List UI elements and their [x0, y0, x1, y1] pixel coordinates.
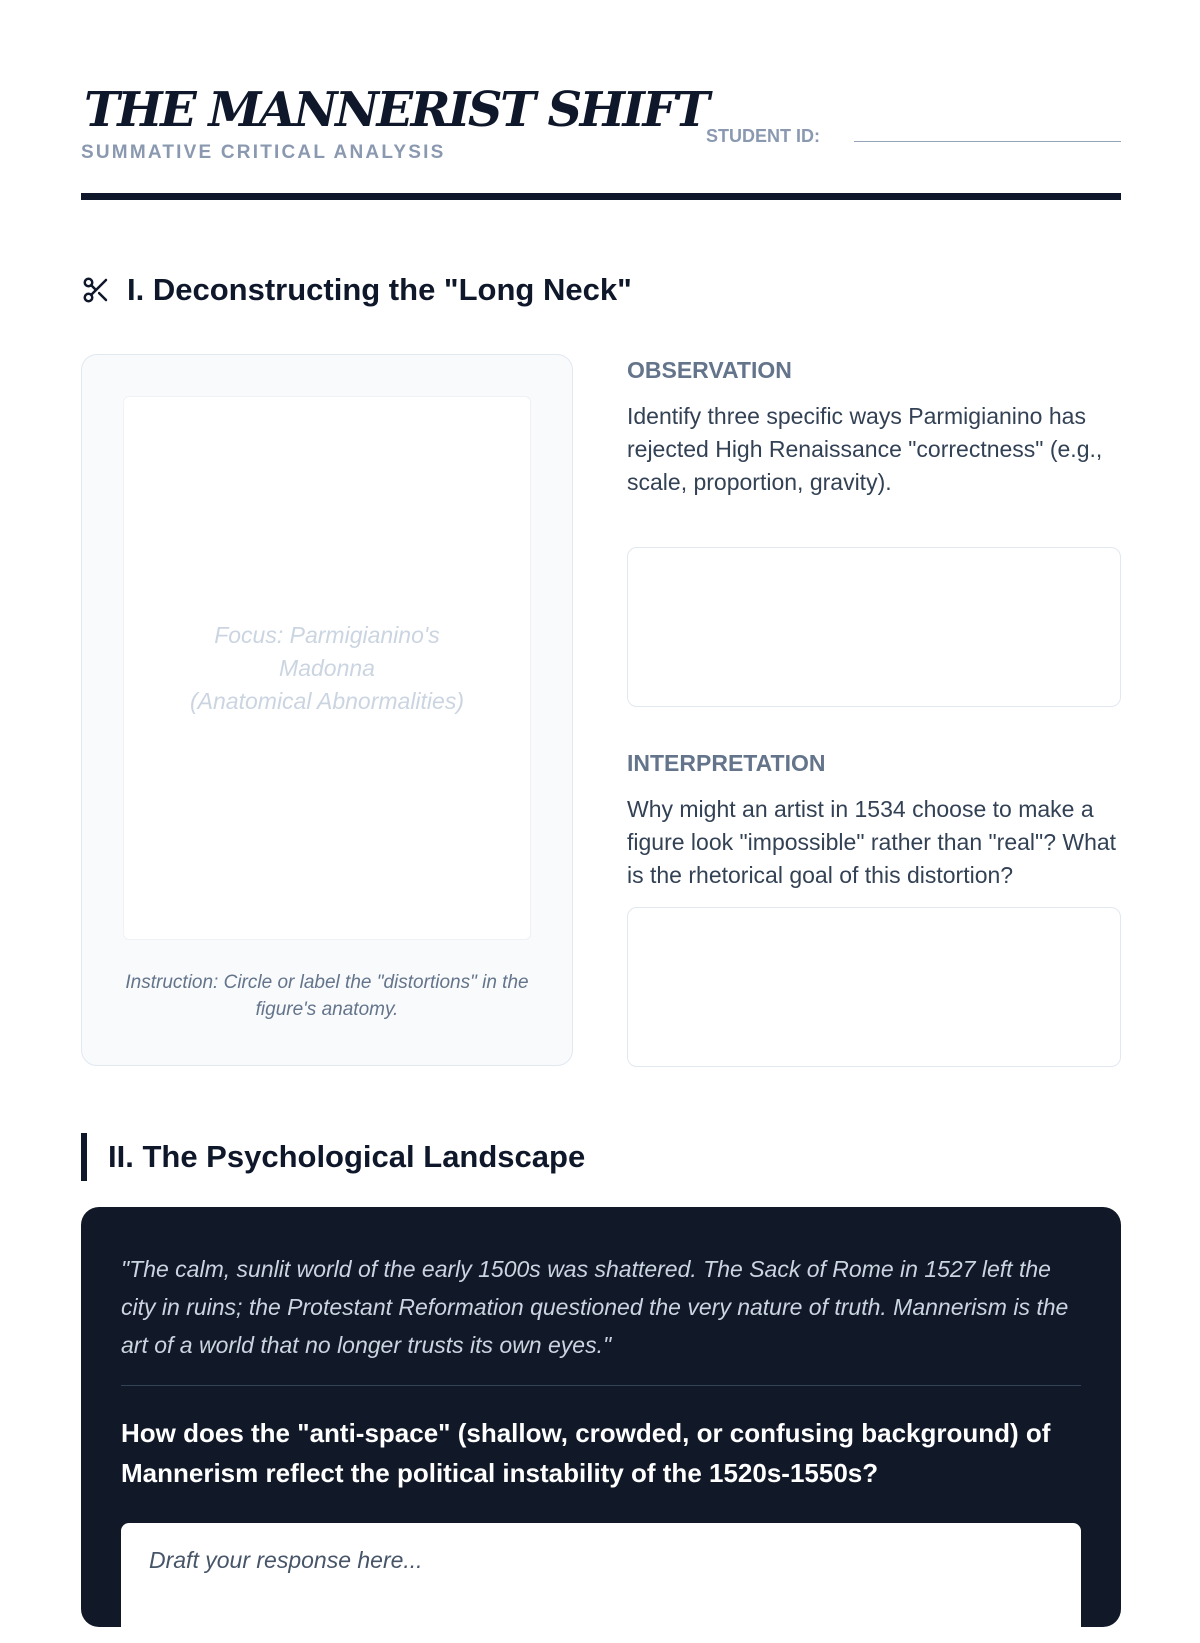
section-accent-bar	[81, 1133, 87, 1181]
interpretation-question: Why might an artist in 1534 choose to make a figure look "impossible" rather than "real"? What is the rhetorical goal of this distortion?	[627, 796, 1117, 888]
interpretation-prompt	[627, 749, 1121, 892]
interpretation-answer-field[interactable]	[627, 907, 1121, 1067]
section-2-heading	[81, 1133, 585, 1181]
student-id-label: STUDENT ID:	[706, 126, 820, 146]
observation-prompt	[627, 356, 1121, 499]
observation-question: Identify three specific ways Parmigianino has rejected High Renaissance "correctness" (e.g., scale, proportion, gravity).	[627, 403, 1103, 495]
figure-instruction: Instruction: Circle or label the "distortions" in the figure's anatomy.	[125, 972, 529, 1020]
essay-question: How does the "anti-space" (shallow, crowded, or confusing background) of Mannerism reflect the political instability of the 1520s-1550s?	[121, 1418, 1051, 1488]
page-subtitle: SUMMATIVE CRITICAL ANALYSIS	[81, 142, 446, 163]
section-1-title: I. Deconstructing the "Long Neck"	[127, 272, 632, 307]
page-title: THE MANNERIST SHIFT	[84, 82, 708, 138]
observation-label: OBSERVATION	[627, 357, 792, 383]
figure-placeholder	[124, 397, 530, 939]
section-2-title: II. The Psychological Landscape	[108, 1139, 586, 1174]
figure-panel	[81, 354, 573, 1066]
observation-answer-field[interactable]	[627, 547, 1121, 707]
interpretation-label: INTERPRETATION	[627, 750, 826, 776]
scissors-icon	[81, 275, 111, 305]
response-placeholder: Draft your response here...	[149, 1547, 423, 1573]
section-1-heading	[81, 268, 632, 312]
worksheet-header	[81, 0, 1121, 200]
context-quote: "The calm, sunlit world of the early 1500s was shattered. The Sack of Rome in 1527 left the city in ruins; the Protestant Reformation questioned the very nature of truth. Mannerism is the art of a world that no longer trusts its own eyes."	[121, 1256, 1069, 1358]
worksheet-page	[81, 0, 1121, 1573]
quote-divider	[121, 1385, 1081, 1386]
figure-drawing-area[interactable]	[123, 396, 531, 940]
response-field[interactable]	[121, 1523, 1081, 1643]
context-panel	[81, 1207, 1121, 1627]
figure-placeholder-text: Focus: Parmigianino's Madonna (Anatomical Abnormalities)	[190, 621, 464, 714]
student-id-field[interactable]	[854, 141, 1121, 142]
header-divider	[81, 193, 1121, 200]
